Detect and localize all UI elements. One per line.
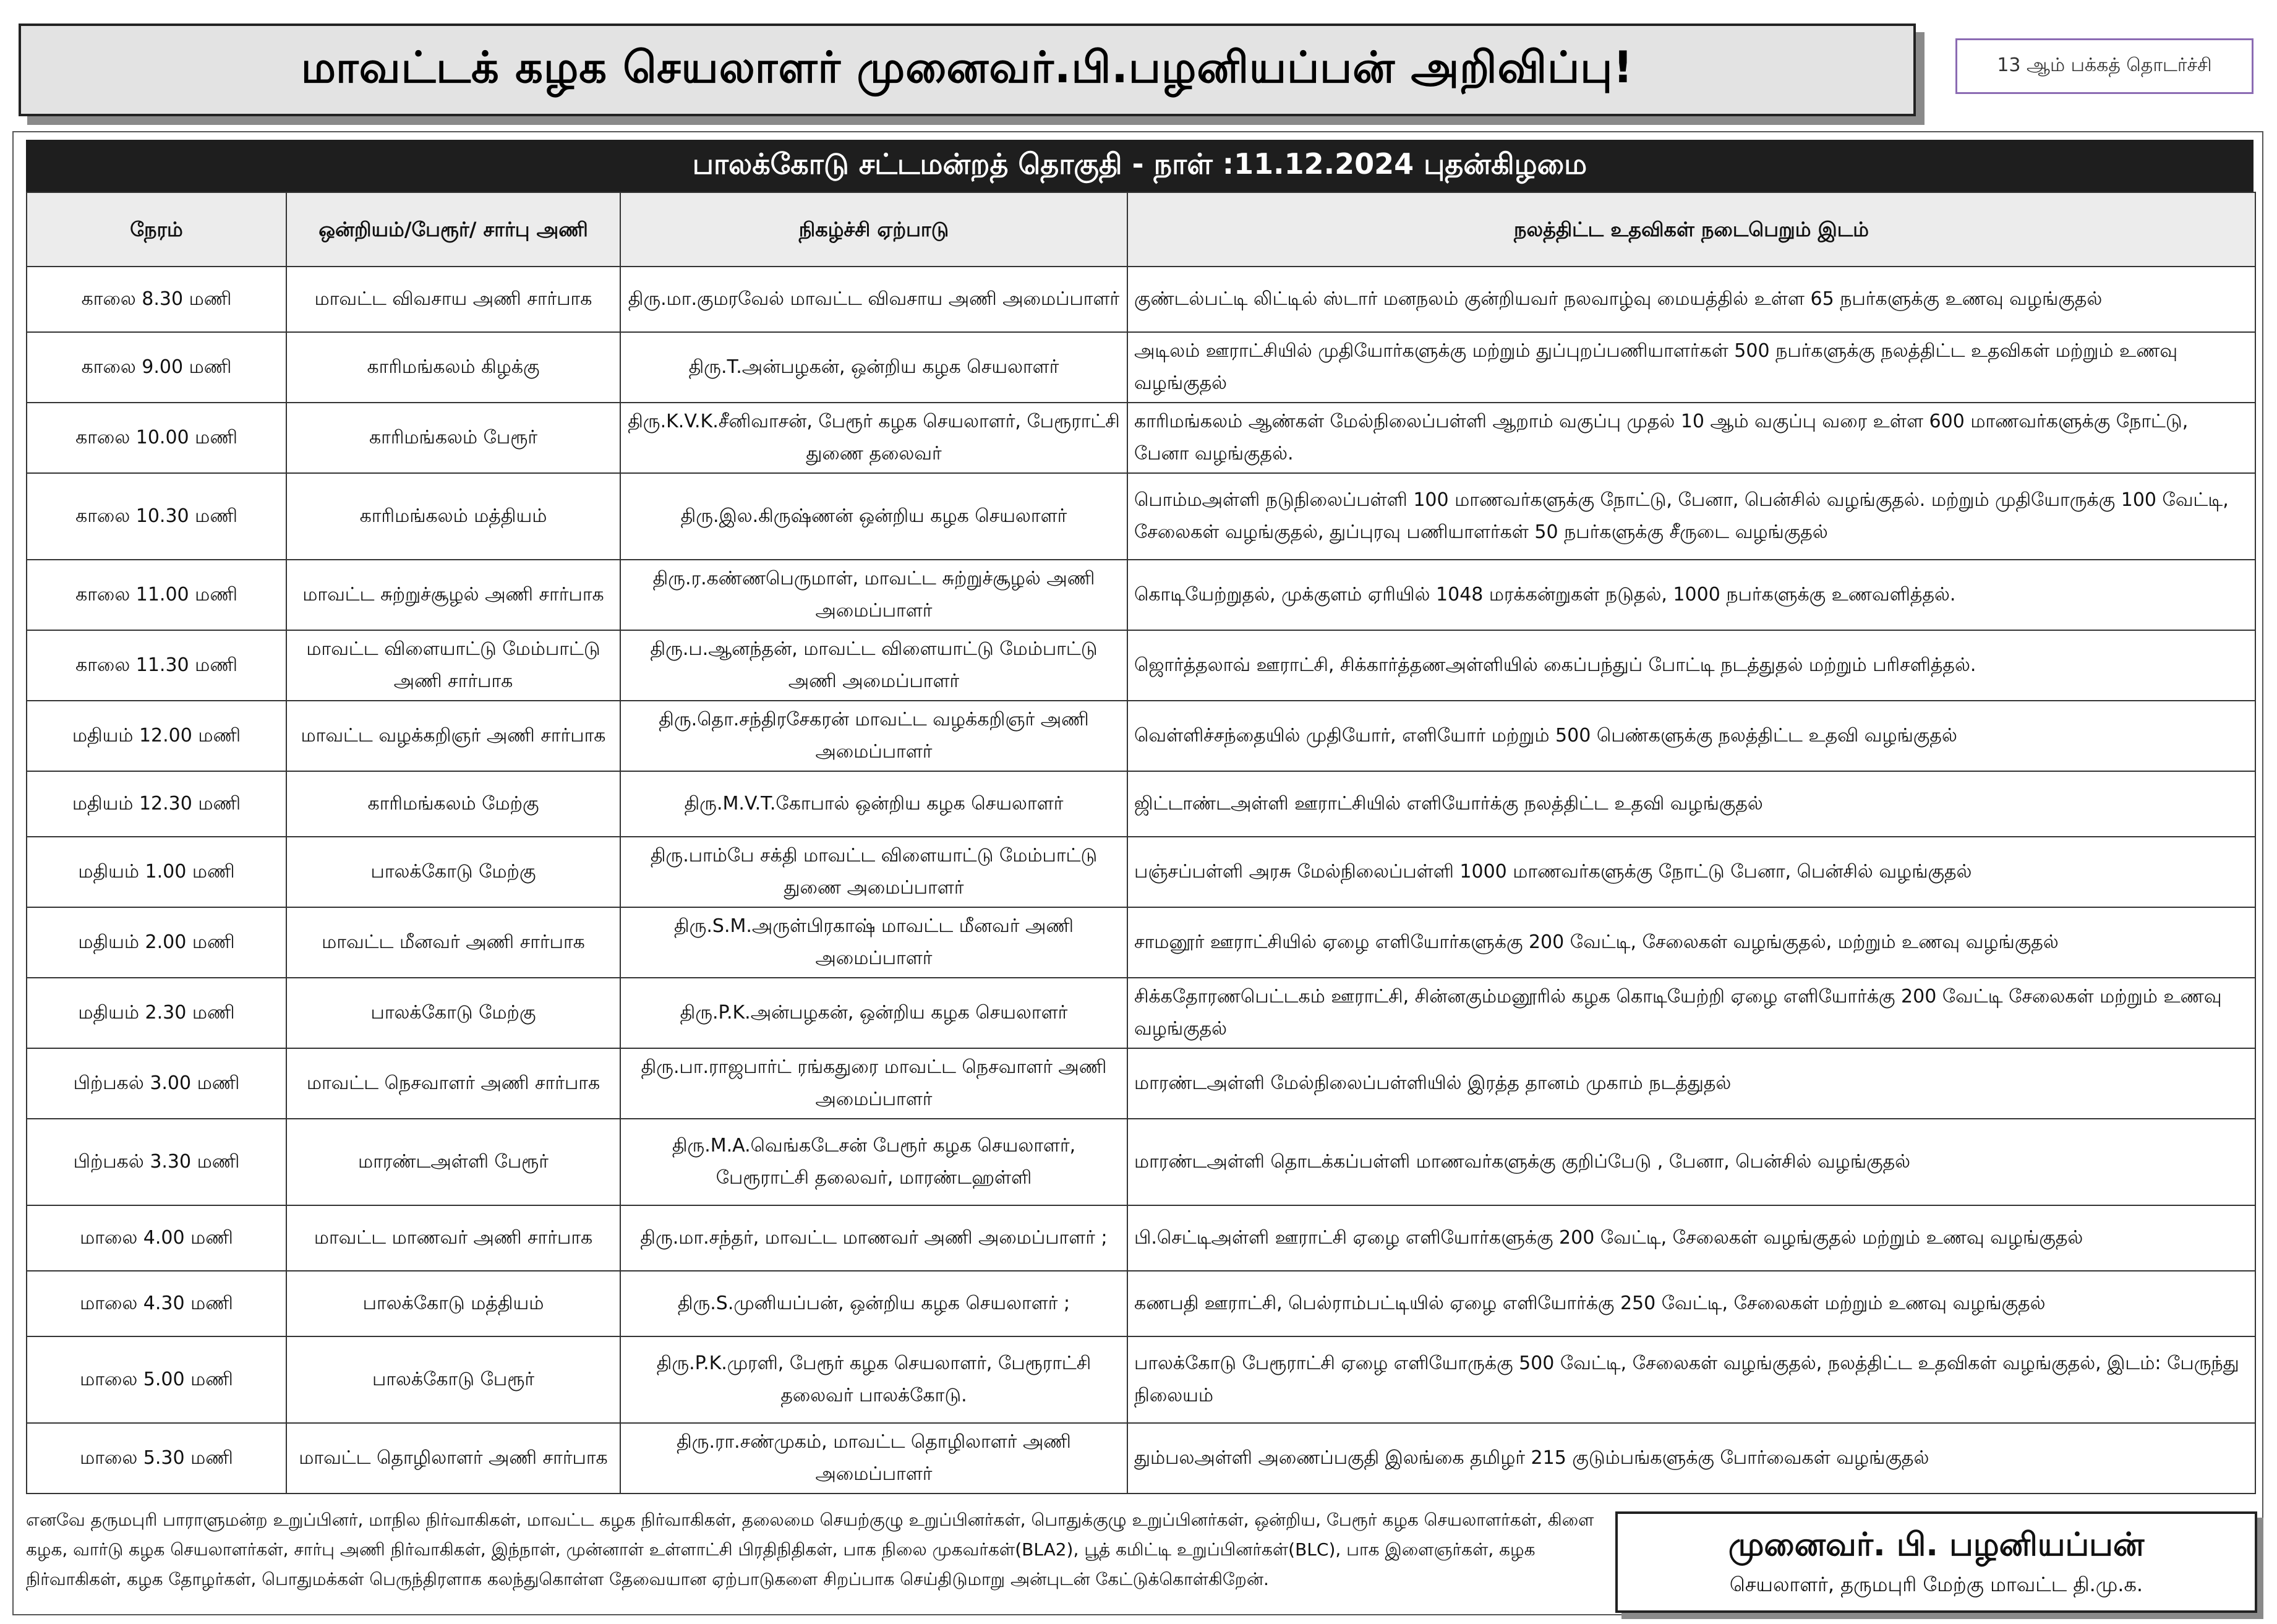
union-cell: மாவட்ட விளையாட்டு மேம்பாட்டு அணி சார்பாக bbox=[286, 630, 620, 701]
union-cell: மாரண்டஅள்ளி பேரூர் bbox=[286, 1119, 620, 1205]
header-time: நேரம் bbox=[27, 192, 286, 267]
schedule-table bbox=[26, 192, 2256, 1494]
union-cell: மாவட்ட வழக்கறிஞர் அணி சார்பாக bbox=[286, 701, 620, 771]
union-cell: காரிமங்கலம் கிழக்கு bbox=[286, 332, 620, 403]
organizer-cell: திரு.M.A.வெங்கடேசன் பேரூர் கழக செயலாளர், பேரூராட்சி தலைவர், மாரண்டஹள்ளி bbox=[620, 1119, 1127, 1205]
venue-cell: பி.செட்டிஅள்ளி ஊராட்சி ஏழை எளியோர்களுக்கு 200 வேட்டி, சேலைகள் வழங்குதல் மற்றும் உணவு வழங்குதல் bbox=[1127, 1205, 2255, 1271]
table-header-row bbox=[27, 192, 2255, 267]
union-cell: மாவட்ட நெசவாளர் அணி சார்பாக bbox=[286, 1048, 620, 1119]
time-cell: காலை 8.30 மணி bbox=[27, 267, 286, 332]
header-venue: நலத்திட்ட உதவிகள் நடைபெறும் இடம் bbox=[1127, 192, 2255, 267]
time-cell: மதியம் 1.00 மணி bbox=[27, 837, 286, 907]
organizer-cell: திரு.P.K.முரளி, பேரூர் கழக செயலாளர், பேரூராட்சி தலைவர் பாலக்கோடு. bbox=[620, 1336, 1127, 1423]
event-banner: பாலக்கோடு சட்டமன்றத் தொகுதி - நாள் :11.12.2024 புதன்கிழமை bbox=[26, 140, 2254, 192]
organizer-cell: திரு.ர.கண்ணபெருமாள், மாவட்ட சுற்றுச்சூழல் அணி அமைப்பாளர் bbox=[620, 560, 1127, 630]
time-cell: மதியம் 2.30 மணி bbox=[27, 978, 286, 1048]
table-row bbox=[27, 978, 2255, 1048]
organizer-cell: திரு.தொ.சந்திரசேகரன் மாவட்ட வழக்கறிஞர் அணி அமைப்பாளர் bbox=[620, 701, 1127, 771]
table-row bbox=[27, 1336, 2255, 1423]
organizer-cell: திரு.ப.ஆனந்தன், மாவட்ட விளையாட்டு மேம்பாட்டு அணி அமைப்பாளர் bbox=[620, 630, 1127, 701]
venue-cell: பொம்மஅள்ளி நடுநிலைப்பள்ளி 100 மாணவர்களுக்கு நோட்டு, பேனா, பென்சில் வழங்குதல். மற்றும் முதியோருக்கு 100 வேட்டி, சேலைகள் வழங்குதல், துப்புரவு பணியாளர்கள் 50 நபர்களுக்கு சீருடை வழங்குதல் bbox=[1127, 473, 2255, 560]
organizer-cell: திரு.K.V.K.சீனிவாசன், பேரூர் கழக செயலாளர், பேரூராட்சி துணை தலைவர் bbox=[620, 403, 1127, 473]
venue-cell: சாமனூர் ஊராட்சியில் ஏழை எளியோர்களுக்கு 200 வேட்டி, சேலைகள் வழங்குதல், மற்றும் உணவு வழங்குதல் bbox=[1127, 907, 2255, 978]
table-row bbox=[27, 403, 2255, 473]
venue-cell: காரிமங்கலம் ஆண்கள் மேல்நிலைப்பள்ளி ஆறாம் வகுப்பு முதல் 10 ஆம் வகுப்பு வரை உள்ள 600 மாணவர்களுக்கு நோட்டு, பேனா வழங்குதல். bbox=[1127, 403, 2255, 473]
venue-cell: பாலக்கோடு பேரூராட்சி ஏழை எளியோருக்கு 500 வேட்டி, சேலைகள் வழங்குதல், நலத்திட்ட உதவிகள் வழங்குதல், இடம்: பேருந்து நிலையம் bbox=[1127, 1336, 2255, 1423]
union-cell: மாவட்ட விவசாய அணி சார்பாக bbox=[286, 267, 620, 332]
time-cell: காலை 11.30 மணி bbox=[27, 630, 286, 701]
time-cell: பிற்பகல் 3.00 மணி bbox=[27, 1048, 286, 1119]
time-cell: பிற்பகல் 3.30 மணி bbox=[27, 1119, 286, 1205]
venue-cell: ஜிட்டாண்டஅள்ளி ஊராட்சியில் எளியோர்க்கு நலத்திட்ட உதவி வழங்குதல் bbox=[1127, 771, 2255, 837]
signature-box bbox=[1615, 1511, 2257, 1613]
header-union: ஒன்றியம்/பேரூர்/ சார்பு அணி bbox=[286, 192, 620, 267]
footer-appeal: எனவே தருமபுரி பாராளுமன்ற உறுப்பினர், மாநில நிர்வாகிகள், மாவட்ட கழக நிர்வாகிகள், தலைமை செயற்குழு உறுப்பினர்கள், பொதுக்குழு உறுப்பினர்கள், ஒன்றிய, பேரூர் கழக செயலாளர்கள், கிளை கழக, வார்டு கழக செயலாளர்கள், சார்பு அணி நிர்வாகிகள், இந்நாள், முன்னாள் உள்ளாட்சி பிரதிநிதிகள், பாக நிலை முகவர்கள்(BLA2), பூத் கமிட்டி உறுப்பினர்கள்(BLC), பாக இளைஞர்கள், கழக நிர்வாகிகள், கழக தோழர்கள், பொதுமக்கள் பெருந்திரளாக கலந்துகொள்ள தேவையான ஏற்பாடுகளை சிறப்பாக செய்திடுமாறு அன்புடன் கேட்டுக்கொள்கிறேன். bbox=[26, 1510, 1594, 1589]
venue-cell: மாரண்டஅள்ளி மேல்நிலைப்பள்ளியில் இரத்த தானம் முகாம் நடத்துதல் bbox=[1127, 1048, 2255, 1119]
venue-cell: தும்பலஅள்ளி அணைப்பகுதி இலங்கை தமிழர் 215 குடும்பங்களுக்கு போர்வைகள் வழங்குதல் bbox=[1127, 1423, 2255, 1494]
table-row bbox=[27, 1271, 2255, 1336]
table-row bbox=[27, 1048, 2255, 1119]
time-cell: மதியம் 12.00 மணி bbox=[27, 701, 286, 771]
organizer-cell: திரு.பாம்பே சக்தி மாவட்ட விளையாட்டு மேம்பாட்டு துணை அமைப்பாளர் bbox=[620, 837, 1127, 907]
table-row bbox=[27, 701, 2255, 771]
time-cell: காலை 9.00 மணி bbox=[27, 332, 286, 403]
venue-cell: பஞ்சப்பள்ளி அரசு மேல்நிலைப்பள்ளி 1000 மாணவர்களுக்கு நோட்டு பேனா, பென்சில் வழங்குதல் bbox=[1127, 837, 2255, 907]
union-cell: காரிமங்கலம் மத்தியம் bbox=[286, 473, 620, 560]
venue-cell: வெள்ளிச்சந்தையில் முதியோர், எளியோர் மற்றும் 500 பெண்களுக்கு நலத்திட்ட உதவி வழங்குதல் bbox=[1127, 701, 2255, 771]
venue-cell: மாரண்டஅள்ளி தொடக்கப்பள்ளி மாணவர்களுக்கு குறிப்பேடு , பேனா, பென்சில் வழங்குதல் bbox=[1127, 1119, 2255, 1205]
organizer-cell: திரு.பா.ராஜபார்ட் ரங்கதுரை மாவட்ட நெசவாளர் அணி அமைப்பாளர் bbox=[620, 1048, 1127, 1119]
time-cell: காலை 10.00 மணி bbox=[27, 403, 286, 473]
time-cell: மாலை 4.30 மணி bbox=[27, 1271, 286, 1336]
organizer-cell: திரு.T.அன்பழகன், ஒன்றிய கழக செயலாளர் bbox=[620, 332, 1127, 403]
table-row bbox=[27, 267, 2255, 332]
signature-title: செயலாளர், தருமபுரி மேற்கு மாவட்ட தி.மு.க. bbox=[1729, 1572, 2143, 1596]
table-row bbox=[27, 630, 2255, 701]
table-row bbox=[27, 473, 2255, 560]
table-row bbox=[27, 1423, 2255, 1494]
title-box bbox=[19, 24, 1916, 116]
organizer-cell: திரு.ரா.சண்முகம், மாவட்ட தொழிலாளர் அணி அமைப்பாளர் bbox=[620, 1423, 1127, 1494]
continuation-note: 13 ஆம் பக்கத் தொடர்ச்சி bbox=[1997, 54, 2212, 76]
venue-cell: அடிலம் ஊராட்சியில் முதியோர்களுக்கு மற்றும் துப்புறப்பணியாளர்கள் 500 நபர்களுக்கு நலத்திட்ட உதவிகள் மற்றும் உணவு வழங்குதல் bbox=[1127, 332, 2255, 403]
organizer-cell: திரு.S.M.அருள்பிரகாஷ் மாவட்ட மீனவர் அணி அமைப்பாளர் bbox=[620, 907, 1127, 978]
table-row bbox=[27, 560, 2255, 630]
schedule-body bbox=[27, 267, 2255, 1494]
venue-cell: சிக்கதோரணபெட்டகம் ஊராட்சி, சின்னகும்மனூரில் கழக கொடியேற்றி ஏழை எளியோர்க்கு 200 வேட்டி சேலைகள் மற்றும் உணவு வழங்குதல் bbox=[1127, 978, 2255, 1048]
union-cell: மாவட்ட மீனவர் அணி சார்பாக bbox=[286, 907, 620, 978]
organizer-cell: திரு.S.முனியப்பன், ஒன்றிய கழக செயலாளர் ; bbox=[620, 1271, 1127, 1336]
venue-cell: ஜொர்த்தலாவ் ஊராட்சி, சிக்கார்த்தணஅள்ளியில் கைப்பந்துப் போட்டி நடத்துதல் மற்றும் பரிசளித்தல். bbox=[1127, 630, 2255, 701]
union-cell: மாவட்ட சுற்றுச்சூழல் அணி சார்பாக bbox=[286, 560, 620, 630]
union-cell: பாலக்கோடு மத்தியம் bbox=[286, 1271, 620, 1336]
organizer-cell: திரு.M.V.T.கோபால் ஒன்றிய கழக செயலாளர் bbox=[620, 771, 1127, 837]
venue-cell: குண்டல்பட்டி லிட்டில் ஸ்டார் மனநலம் குன்றியவர் நலவாழ்வு மையத்தில் உள்ள 65 நபர்களுக்கு உணவு வழங்குதல் bbox=[1127, 267, 2255, 332]
table-row bbox=[27, 1119, 2255, 1205]
table-row bbox=[27, 1205, 2255, 1271]
table-row bbox=[27, 332, 2255, 403]
page-title: மாவட்டக் கழக செயலாளர் முனைவர்.பி.பழனியப்பன் அறிவிப்பு! bbox=[301, 41, 1634, 93]
signature-name: முனைவர். பி. பழனியப்பன் bbox=[1728, 1526, 2145, 1563]
time-cell: மதியம் 2.00 மணி bbox=[27, 907, 286, 978]
table-row bbox=[27, 907, 2255, 978]
organizer-cell: திரு.மா.சந்தர், மாவட்ட மாணவர் அணி அமைப்பாளர் ; bbox=[620, 1205, 1127, 1271]
time-cell: மாலை 5.30 மணி bbox=[27, 1423, 286, 1494]
union-cell: பாலக்கோடு பேரூர் bbox=[286, 1336, 620, 1423]
time-cell: காலை 10.30 மணி bbox=[27, 473, 286, 560]
union-cell: காரிமங்கலம் மேற்கு bbox=[286, 771, 620, 837]
organizer-cell: திரு.மா.குமரவேல் மாவட்ட விவசாய அணி அமைப்பாளர் bbox=[620, 267, 1127, 332]
table-row bbox=[27, 837, 2255, 907]
union-cell: மாவட்ட மாணவர் அணி சார்பாக bbox=[286, 1205, 620, 1271]
venue-cell: கணபதி ஊராட்சி, பெல்ராம்பட்டியில் ஏழை எளியோர்க்கு 250 வேட்டி, சேலைகள் மற்றும் உணவு வழங்குதல் bbox=[1127, 1271, 2255, 1336]
table-row bbox=[27, 771, 2255, 837]
union-cell: மாவட்ட தொழிலாளர் அணி சார்பாக bbox=[286, 1423, 620, 1494]
organizer-cell: திரு.P.K.அன்பழகன், ஒன்றிய கழக செயலாளர் bbox=[620, 978, 1127, 1048]
time-cell: மதியம் 12.30 மணி bbox=[27, 771, 286, 837]
time-cell: மாலை 4.00 மணி bbox=[27, 1205, 286, 1271]
time-cell: காலை 11.00 மணி bbox=[27, 560, 286, 630]
union-cell: காரிமங்கலம் பேரூர் bbox=[286, 403, 620, 473]
union-cell: பாலக்கோடு மேற்கு bbox=[286, 837, 620, 907]
continuation-box bbox=[1955, 38, 2254, 94]
union-cell: பாலக்கோடு மேற்கு bbox=[286, 978, 620, 1048]
organizer-cell: திரு.இல.கிருஷ்ணன் ஒன்றிய கழக செயலாளர் bbox=[620, 473, 1127, 560]
header-organizer: நிகழ்ச்சி ஏற்பாடு bbox=[620, 192, 1127, 267]
venue-cell: கொடியேற்றுதல், முக்குளம் ஏரியில் 1048 மரக்கன்றுகள் நடுதல், 1000 நபர்களுக்கு உணவளித்தல். bbox=[1127, 560, 2255, 630]
time-cell: மாலை 5.00 மணி bbox=[27, 1336, 286, 1423]
